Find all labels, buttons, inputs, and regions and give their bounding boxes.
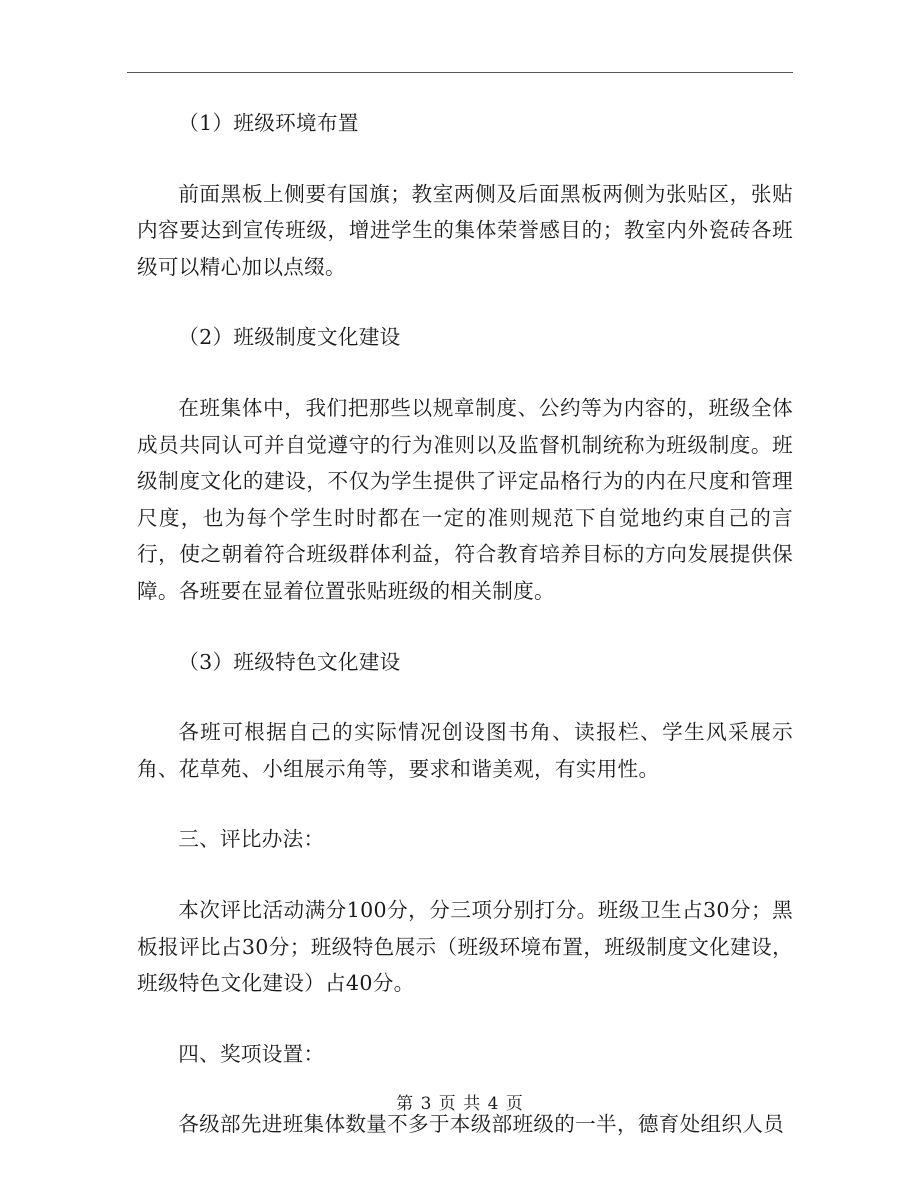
paragraph-class-system-culture: 在班集体中，我们把那些以规章制度、公约等为内容的，班级全体成员共同认可并自觉遵守的行为准则以及监督机制统称为班级制度。班级制度文化的建设，不仅为学生提供了评定品格行为的内在尺度和管理尺度，也为每个学生时时都在一定的准则规范下自觉地约束自己的言行，使之朝着符合班级群体利益，符合教育培养目标的方向发展提供保障。各班要在显着位置张贴班级的相关制度。 (137, 395, 793, 603)
header-rule (127, 72, 793, 73)
paragraph-evaluation-method: 本次评比活动满分100分，分三项分别打分。班级卫生占30分；黑板报评比占30分；班级特色展示（班级环境布置，班级制度文化建设，班级特色文化建设）占40分。 (137, 897, 793, 996)
heading-class-environment: （1）班级环境布置 (178, 111, 359, 135)
paragraph-class-feature-culture: 各班可根据自己的实际情况创设图书角、读报栏、学生风采展示角、花草苑、小组展示角等，要求和谐美观，有实用性。 (137, 720, 793, 781)
heading-awards: 四、奖项设置： (178, 1041, 325, 1066)
paragraph-awards: 各级部先进班集体数量不多于本级部班级的一半，德育处组织人员 (178, 1112, 785, 1137)
paragraph-class-environment: 前面黑板上侧要有国旗；教室两侧及后面黑板两侧为张贴区，张贴内容要达到宣传班级，增进学生的集体荣誉感目的；教室内外瓷砖各班级可以精心加以点缀。 (137, 181, 793, 279)
heading-evaluation-method: 三、评比办法： (178, 827, 325, 852)
page-body (137, 105, 793, 1143)
heading-class-system-culture: （2）班级制度文化建设 (178, 325, 401, 350)
heading-class-feature-culture: （3）班级特色文化建设 (178, 649, 401, 674)
page-footer: 第 3 页 共 4 页 (396, 1094, 524, 1114)
